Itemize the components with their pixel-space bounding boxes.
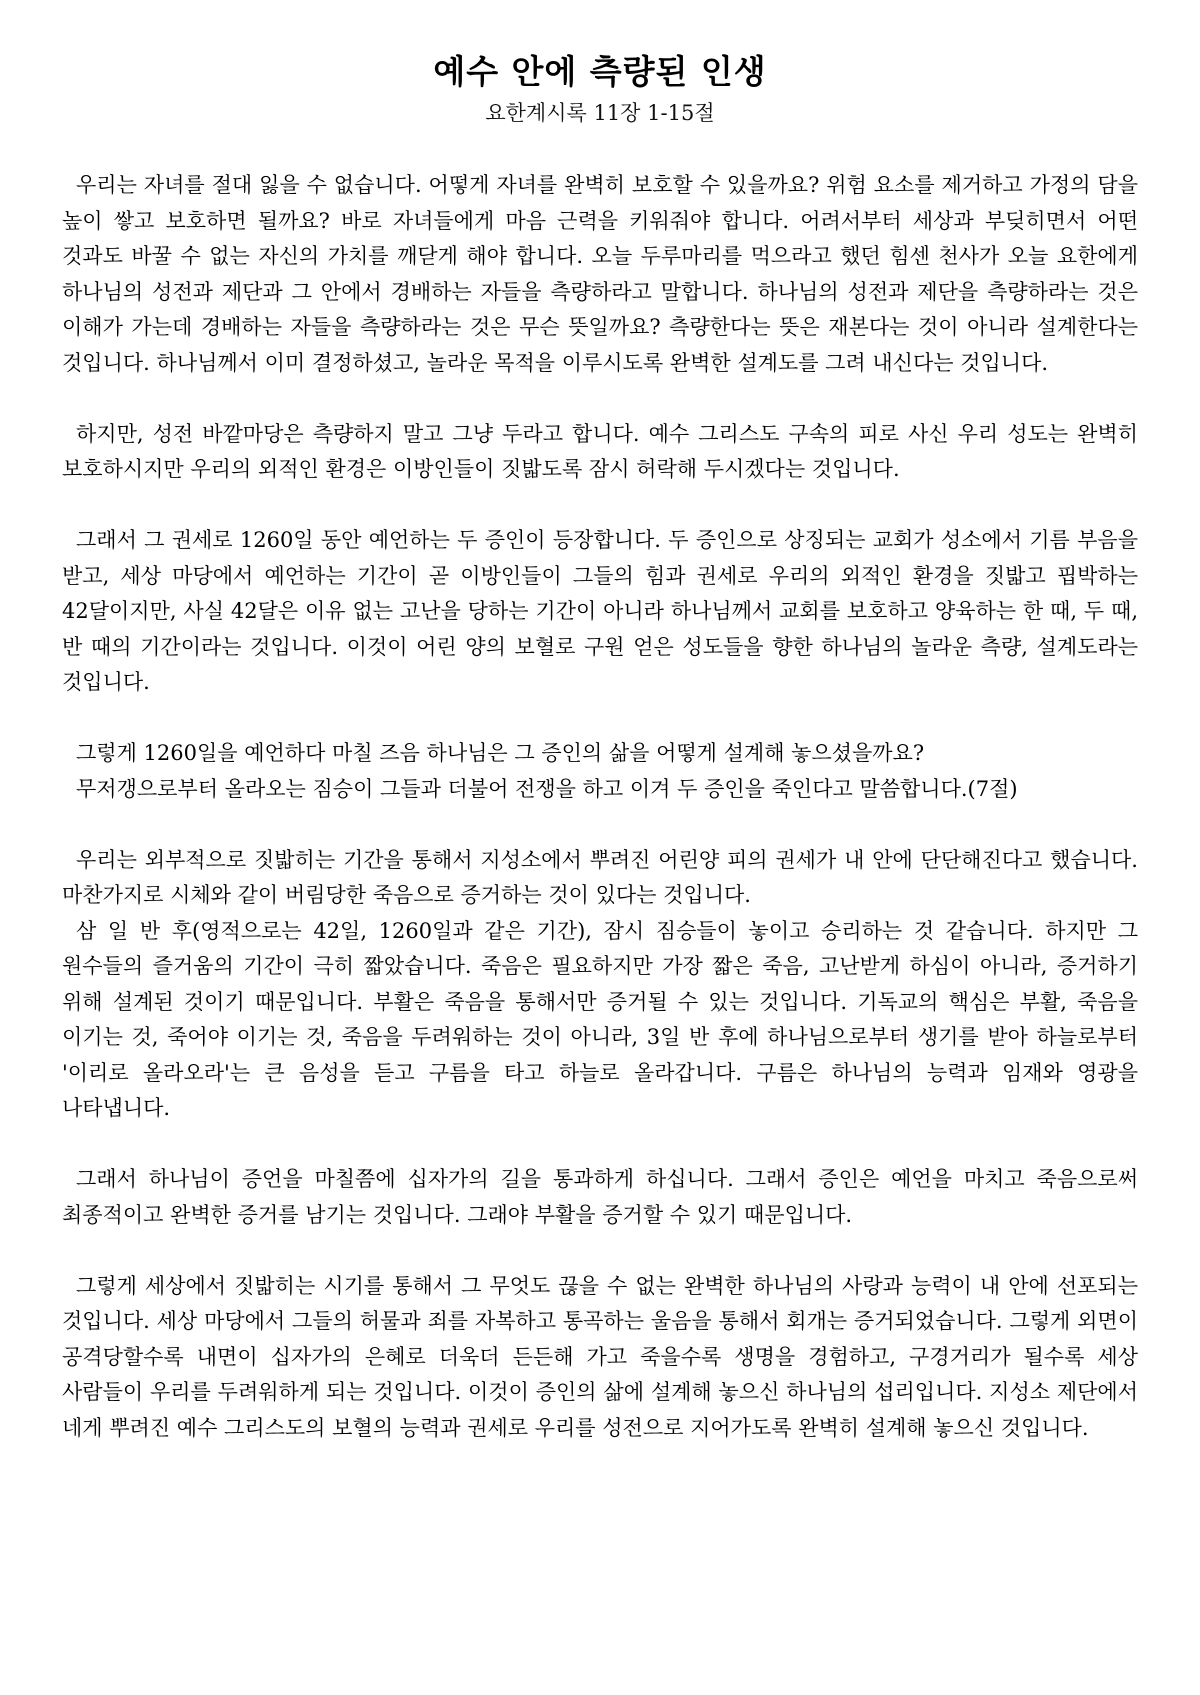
paragraph <box>62 1162 1138 1233</box>
paragraph <box>62 417 1138 488</box>
paragraph-text: 그렇게 1260일을 예언하다 마칠 즈음 하나님은 그 증인의 삶을 어떻게 설계해 놓으셨을까요? <box>76 741 925 765</box>
paragraph-text: 그래서 하나님이 증언을 마칠쯤에 십자가의 길을 통과하게 하십니다. 그래서 증인은 예언을 마치고 죽음으로써 최종적이고 완벽한 증거를 남기는 것입니다. 그래야 부활을 증거할 수 있기 때문입니다. <box>62 1167 1138 1227</box>
paragraph-text: 우리는 자녀를 절대 잃을 수 없습니다. 어떻게 자녀를 완벽히 보호할 수 있을까요? 위험 요소를 제거하고 가정의 담을 높이 쌓고 보호하면 될까요? 바로 자녀들에게 마음 근력을 키워줘야 합니다. 어려서부터 세상과 부딪히면서 어떤 것과도 바꿀 수 없는 자신의 가치를 깨닫게 해야 합니다. 오늘 두루마리를 먹으라고 했던 힘센 천사가 오늘 요한에게 하나님의 성전과 제단과 그 안에서 경배하는 자들을 측량하라고 말합니다. 하나님의 성전과 제단을 측량하라는 것은 이해가 가는데 경배하는 자들을 측량하라는 것은 무슨 뜻일까요? 측량한다는 뜻은 재본다는 것이 아니라 설계한다는 것입니다. 하나님께서 이미 결정하셨고, 놀라운 목적을 이루시도록 완벽한 설계도를 그려 내신다는 것입니다. <box>62 173 1138 375</box>
paragraph-text: 우리는 외부적으로 짓밟히는 기간을 통해서 지성소에서 뿌려진 어린양 피의 권세가 내 안에 단단해진다고 했습니다. 마찬가지로 시체와 같이 버림당한 죽음으로 증거하는 것이 있다는 것입니다. <box>62 847 1138 907</box>
paragraph <box>62 1269 1138 1447</box>
paragraph <box>62 843 1138 1127</box>
document-title: 예수 안에 측량된 인생 <box>433 52 767 91</box>
paragraph-text: 하지만, 성전 바깥마당은 측량하지 말고 그냥 두라고 합니다. 예수 그리스도 구속의 피로 사신 우리 성도는 완벽히 보호하시지만 우리의 외적인 환경은 이방인들이 짓밟도록 잠시 허락해 두시겠다는 것입니다. <box>62 421 1138 481</box>
document-body <box>62 168 1138 1446</box>
document-page <box>62 48 1138 1482</box>
scripture-reference: 요한계시록 11장 1-15절 <box>485 101 715 125</box>
paragraph <box>62 736 1138 807</box>
paragraph-text: 그래서 그 권세로 1260일 동안 예언하는 두 증인이 등장합니다. 두 증인으로 상징되는 교회가 성소에서 기름 부음을 받고, 세상 마당에서 예언하는 기간이 곧 이방인들이 그들의 힘과 권세로 우리의 외적인 환경을 짓밟고 핍박하는 42달이지만, 사실 42달은 이유 없는 고난을 당하는 기간이 아니라 하나님께서 교회를 보호하고 양육하는 한 때, 두 때, 반 때의 기간이라는 것입니다. 이것이 어린 양의 보혈로 구원 얻은 성도들을 향한 하나님의 놀라운 측량, 설계도라는 것입니다. <box>62 528 1138 694</box>
paragraph-text: 삼 일 반 후(영적으로는 42일, 1260일과 같은 기간), 잠시 짐승들이 놓이고 승리하는 것 같습니다. 하지만 그 원수들의 즐거움의 기간이 극히 짧았습니다. 죽음은 필요하지만 가장 짧은 죽음, 고난받게 하심이 아니라, 증거하기 위해 설계된 것이기 때문입니다. 부활은 죽음을 통해서만 증거될 수 있는 것입니다. 기독교의 핵심은 부활, 죽음을 이기는 것, 죽어야 이기는 것, 죽음을 두려워하는 것이 아니라, 3일 반 후에 하나님으로부터 생기를 받아 하늘로부터 '이리로 올라오라'는 큰 음성을 듣고 구름을 타고 하늘로 올라갑니다. 구름은 하나님의 능력과 임재와 영광을 나타냅니다. <box>62 918 1138 1120</box>
paragraph <box>62 168 1138 381</box>
paragraph-text: 무저갱으로부터 올라오는 짐승이 그들과 더불어 전쟁을 하고 이겨 두 증인을 죽인다고 말씀합니다.(7절) <box>76 776 1018 801</box>
paragraph <box>62 523 1138 701</box>
paragraph-text: 그렇게 세상에서 짓밟히는 시기를 통해서 그 무엇도 끊을 수 없는 완벽한 하나님의 사랑과 능력이 내 안에 선포되는 것입니다. 세상 마당에서 그들의 허물과 죄를 자복하고 통곡하는 울음을 통해서 회개는 증거되었습니다. 그렇게 외면이 공격당할수록 내면이 십자가의 은혜로 더욱더 든든해 가고 죽을수록 생명을 경험하고, 구경거리가 될수록 세상 사람들이 우리를 두려워하게 되는 것입니다. 이것이 증인의 삶에 설계해 놓으신 하나님의 섭리입니다. 지성소 제단에서 네게 뿌려진 예수 그리스도의 보혈의 능력과 권세로 우리를 성전으로 지어가도록 완벽히 설계해 놓으신 것입니다. <box>62 1273 1138 1440</box>
